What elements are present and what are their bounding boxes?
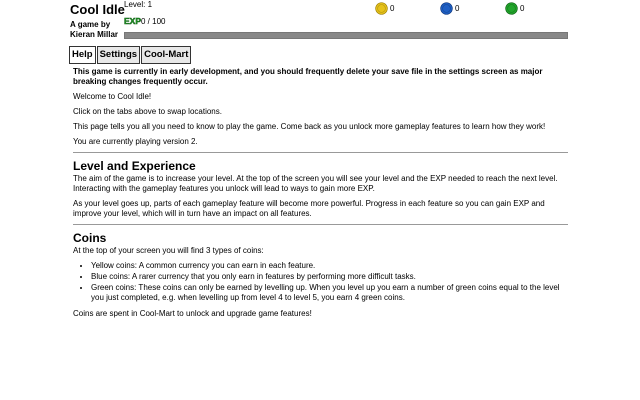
- level-paragraph: As your level goes up, parts of each gameplay feature will become more powerful. Progress in each feature so you can gain EXP and improve your level, which will in turn have an impact on all features.: [73, 199, 545, 218]
- tab-settings[interactable]: Settings: [97, 46, 140, 64]
- list-item: • Blue coins: A rarer currency that you only earn in features by performing more difficult tasks.: [91, 272, 568, 282]
- section-divider: [73, 224, 568, 225]
- level-paragraph: The aim of the game is to increase your level. At the top of the screen you will see your level and the EXP needed to reach the next level. Interacting with the gameplay features you unlock will lead to ways to gain more EXP.: [73, 174, 558, 193]
- blue-coin-counter: [440, 2, 459, 15]
- svg-text:EXP: EXP: [124, 16, 142, 26]
- list-item: • Yellow coins: A common currency you can earn in each feature.: [91, 261, 568, 271]
- section-divider: [73, 152, 568, 153]
- yellow-coin-icon: [375, 2, 388, 15]
- game-title: Cool Idle: [70, 2, 125, 17]
- blue-coin-value: 0: [455, 4, 460, 13]
- green-coin-counter: [505, 2, 524, 15]
- exp-readout: [124, 16, 165, 26]
- exp-value: 0 / 100: [141, 16, 166, 26]
- green-coin-icon: [505, 2, 518, 15]
- early-development-warning: This game is currently in early development, and you should frequently delete your save file in the settings screen as major breaking changes frequently occur.: [73, 67, 543, 86]
- green-coin-value: 0: [520, 4, 525, 13]
- tab-bar: [69, 46, 192, 64]
- intro-version: You are currently playing version 2.: [73, 137, 198, 146]
- intro-page-purpose: This page tells you all you need to know to play the game. Come back as you unlock more gameplay features to learn how they work!: [73, 122, 546, 131]
- tab-help[interactable]: Help: [69, 46, 96, 64]
- help-panel: [73, 67, 568, 324]
- exp-icon: [124, 16, 142, 26]
- tab-cool-mart[interactable]: Cool-Mart: [141, 46, 191, 64]
- exp-progress-bar: [124, 32, 568, 39]
- yellow-coin-counter: [375, 2, 394, 15]
- coins-intro: At the top of your screen you will find 3 types of coins:: [73, 246, 264, 255]
- coin-types-list: [73, 261, 568, 303]
- blue-coin-icon: [440, 2, 453, 15]
- author-byline: A game by Kieran Millar: [70, 20, 119, 39]
- level-section-heading: Level and Experience: [73, 159, 196, 173]
- intro-welcome: Welcome to Cool Idle!: [73, 92, 152, 101]
- intro-tabs-hint: Click on the tabs above to swap locations.: [73, 107, 222, 116]
- coins-outro: Coins are spent in Cool-Mart to unlock and upgrade game features!: [73, 309, 312, 318]
- level-indicator: Level: 1: [124, 0, 153, 9]
- yellow-coin-value: 0: [390, 4, 395, 13]
- list-item: • Green coins: These coins can only be earned by levelling up. When you level up you earn a number of green coins equal to the level you just completed, e.g. when levelling up from level 4 to level 5, you earn 4 green coins.: [91, 283, 568, 303]
- coins-section-heading: Coins: [73, 231, 107, 245]
